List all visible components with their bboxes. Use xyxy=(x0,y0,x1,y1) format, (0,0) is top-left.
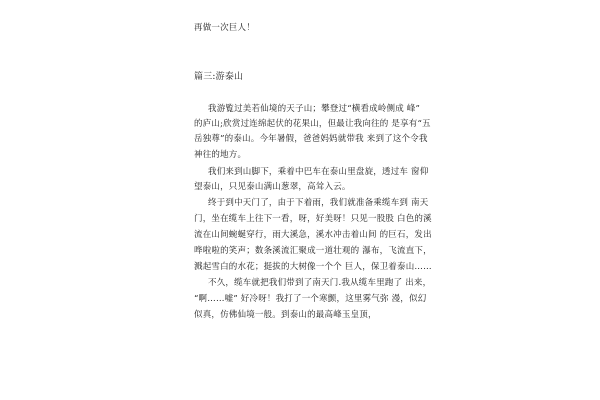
paragraph-line: 的庐山;欣赏过连绵起伏的花果山，但最让我向往的 是享有“五 xyxy=(194,119,431,129)
paragraph-line: 溅起雪白的水花；挺拔的大树像一个个 巨人，保卫着泰山…… xyxy=(194,262,432,272)
closing-line: 再做一次巨人！ xyxy=(194,23,255,33)
paragraph-line: 望泰山，只见泰山满山葱翠，高耸入云。 xyxy=(194,182,351,192)
section-title: 篇三:游泰山 xyxy=(194,72,244,82)
paragraph-line: 终于到中天门了，由于下着雨，我们就准备乘缆车到 南天 xyxy=(208,198,429,208)
paragraph-line: 哗啦啦的笑声；数条溪流汇聚成一道壮观的 瀑布，飞流直下， xyxy=(194,246,432,256)
paragraph-line: “啊……嘘” 好冷呀！我打了一个寒颤，这里雾气弥 漫，似幻 xyxy=(194,294,427,304)
paragraph-line: 我们来到山脚下，乘着中巴车在泰山里盘旋，透过车 窗仰 xyxy=(208,167,429,177)
paragraph-line: 门，坐在缆车上往下一看，呀，好美呀！只见一股股 白色的溪 xyxy=(194,214,432,224)
paragraph-line: 我游覧过美若仙境的天子山；攀登过“横看成岭侧成 峰” xyxy=(208,104,421,114)
paragraph-line: 不久，缆车就把我们带到了南天门.我从缆车里跑了 出来， xyxy=(208,278,432,288)
paragraph-line: 似真，仿佛仙境一般。到泰山的最高峰玉皇顶， xyxy=(194,310,377,320)
paragraph-line: 流在山间蜿蜒穿行，雨大溪急，溪水冲击着山间 的巨石，发出 xyxy=(194,230,432,240)
paragraph-line: 神往的地方。 xyxy=(194,150,247,160)
paragraph-line: 岳独尊”的泰山。今年暑假，爸爸妈妈就带我 来到了这个令我 xyxy=(194,134,428,144)
